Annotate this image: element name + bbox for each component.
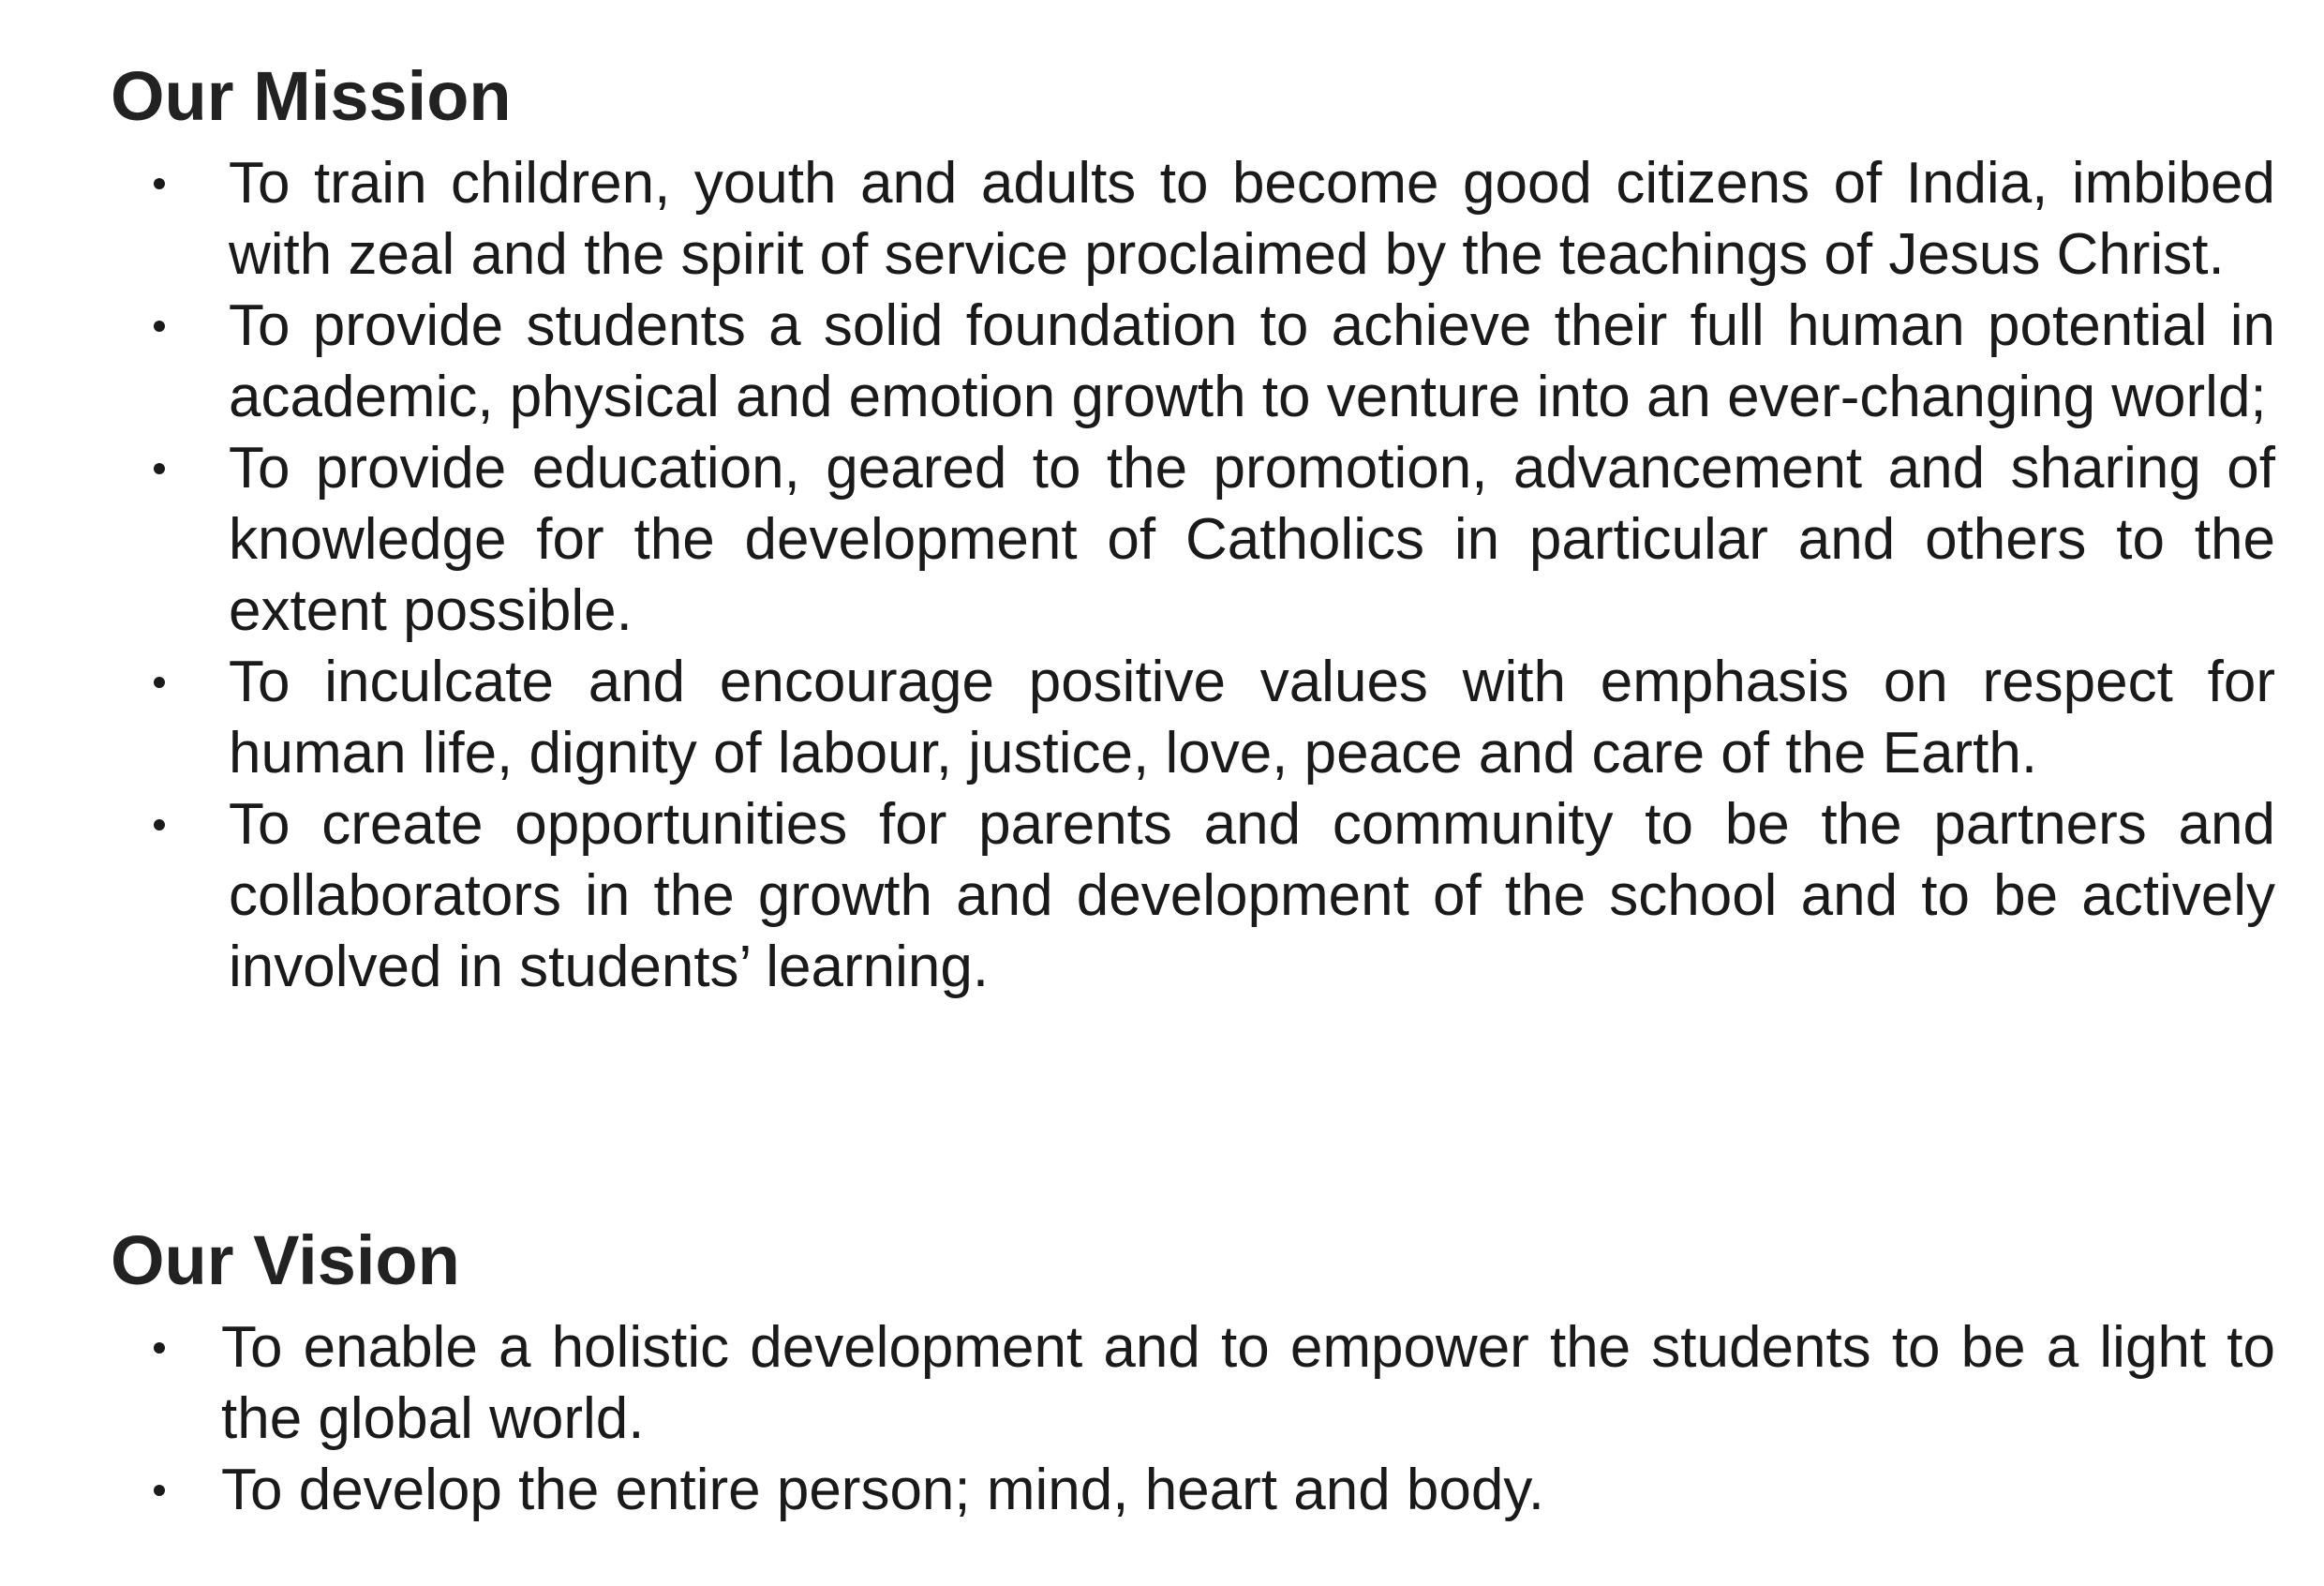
mission-item-text: To provide education, geared to the promotion, advancement and sharing of knowledge for the development of Catholics in particular and others to the extent possible. — [229, 436, 2275, 643]
bullet-icon — [154, 178, 165, 189]
mission-item — [111, 433, 2275, 647]
vision-item — [111, 1455, 2275, 1526]
bullet-icon — [154, 463, 165, 474]
mission-list — [111, 148, 2275, 1003]
mission-item — [111, 789, 2275, 1003]
bullet-icon — [154, 321, 165, 332]
mission-heading: Our Mission — [111, 57, 512, 135]
mission-item — [111, 291, 2275, 433]
vision-item — [111, 1312, 2275, 1455]
bullet-icon — [154, 677, 165, 688]
vision-item-text: To enable a holistic development and to empower the students to be a light to the global world. — [221, 1315, 2275, 1451]
mission-item — [111, 647, 2275, 789]
mission-item-text: To train children, youth and adults to become good citizens of India, imbibed with zeal and the spirit of service proclaimed by the teachings of Jesus Christ. — [229, 151, 2275, 287]
mission-item-text: To provide students a solid foundation to achieve their full human potential in academic, physical and emotion growth to venture into an ever-changing world; — [229, 293, 2275, 429]
vision-list — [111, 1312, 2275, 1526]
bullet-icon — [154, 1485, 165, 1496]
bullet-icon — [154, 819, 165, 830]
vision-section — [111, 1209, 2275, 1526]
mission-section — [111, 45, 2275, 1003]
mission-item — [111, 148, 2275, 291]
mission-item-text: To create opportunities for parents and community to be the partners and collaborators in the growth and development of the school and to be actively involved in students’ learning. — [229, 792, 2275, 999]
bullet-icon — [154, 1342, 165, 1354]
vision-heading: Our Vision — [111, 1221, 460, 1299]
vision-item-text: To develop the entire person; mind, heart and body. — [221, 1458, 1544, 1522]
mission-item-text: To inculcate and encourage positive values with emphasis on respect for human life, dignity of labour, justice, love, peace and care of the Earth. — [229, 650, 2275, 786]
